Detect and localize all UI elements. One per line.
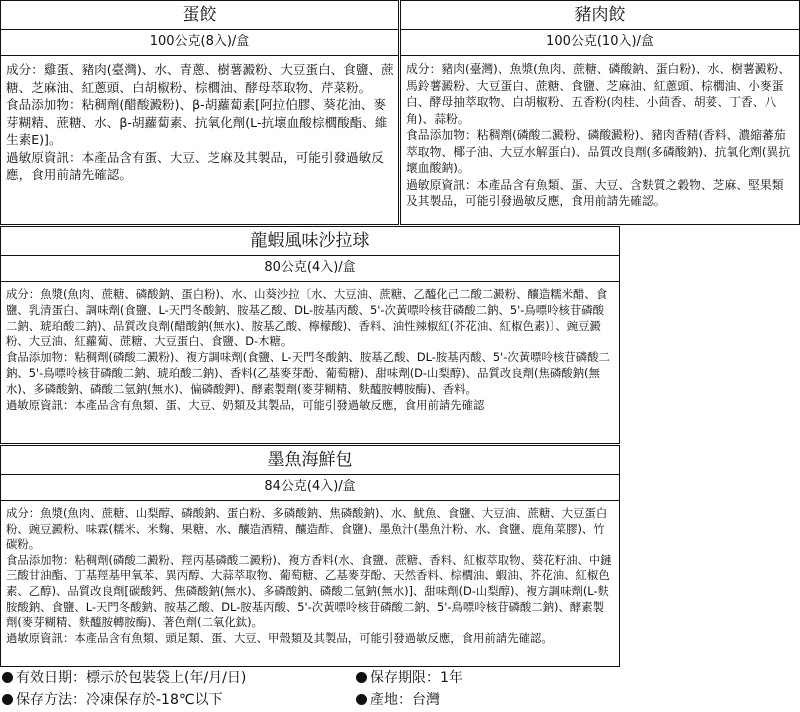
additives-text: 食品添加物：粘稠劑(磷酸二澱粉、羥丙基磷酸二澱粉)、複方香料(水、食鹽、蔗糖、香料、紅椒萃取物、葵花籽油、中鏈三酸甘油酯、丁基羥基甲氧苯、異丙醇、大蒜萃取物、葡萄糖、乙基麥芽酚、天然香料、棕櫚油、蝦油、芥花油、紅椒色素、乙醇)、品質改良劑[碳酸鈣、焦磷酸鈉(無水)、多磷酸鈉、磷酸二氫鈉(無水)]、甜味劑(D-山梨醇)、複方調味劑(L-麩胺酸鈉、食鹽、L-天門冬酸鈉、胺基乙酸、DL-胺基丙酸、5'-次黃嘌呤核苷磷酸二鈉、5'-鳥嘌呤核苷磷酸二鈉)、酵素製劑(麥芽糊精、麩醯胺轉胺酶)、著色劑(二氧化鈦)。 bbox=[6, 552, 612, 630]
ingredients-text: 成分：魚漿(魚肉、蔗糖、山梨醇、磷酸鈉、蛋白粉、多磷酸鈉、焦磷酸鈉)、水、魷魚、食鹽、大豆油、蔗糖、大豆蛋白粉、豌豆澱粉、味霖(糯米、米麴、果糖、水、釀造酒精、釀造酢、食鹽)、墨魚汁(墨魚汁粉、水、食鹽、鹿角菜膠)、竹碳粉。 bbox=[6, 506, 608, 552]
product-info bbox=[6, 61, 394, 184]
product-spec: 100公克(10入)/盒 bbox=[401, 29, 799, 56]
egg-dumpling-panel bbox=[0, 0, 399, 225]
product-spec: 100公克(8入)/盒 bbox=[1, 29, 398, 56]
expiry-info bbox=[2, 668, 246, 688]
ingredients-text: 成分：雞蛋、豬肉(臺灣)、水、青蔥、樹薯澱粉、大豆蛋白、食鹽、蔗糖、芝麻油、紅蔥頭、白胡椒粉、棕櫚油、酵母萃取物、芹菜粉。 bbox=[6, 62, 394, 95]
expiry-text: 有效日期：標示於包裝袋上(年/月/日) bbox=[16, 670, 247, 686]
ingredients-text: 成分：豬肉(臺灣)、魚漿(魚肉、蔗糖、磷酸鈉、蛋白粉)、水、樹薯澱粉、馬鈴薯澱粉、大豆蛋白、蔗糖、食鹽、芝麻油、紅蔥頭、棕櫚油、小麥蛋白、酵母抽萃取物、白胡椒粉、五香粉(肉桂、小茴香、胡荽、丁香、八角)、蒜粉。 bbox=[406, 62, 791, 126]
allergen-text: 過敏原資訊：本產品含有魚類、頭足類、蛋、大豆、甲殼類及其製品，可能引發過敏反應，食用前請先確認。 bbox=[6, 630, 553, 645]
product-spec: 84公克(4入)/盒 bbox=[1, 474, 619, 501]
product-spec: 80公克(4入)/盒 bbox=[1, 255, 619, 282]
pork-dumpling-panel bbox=[400, 0, 800, 225]
storage-info bbox=[2, 690, 223, 710]
additives-text: 食品添加物：粘稠劑(磷酸二澱粉)、複方調味劑(食鹽、L-天門冬酸鈉、胺基乙酸、DL-胺基丙酸、5'-次黃嘌呤核苷磷酸二鈉、5'-鳥嘌呤核苷磷酸二鈉、琥珀酸二鈉)、香料(乙基麥芽酚、葡萄糖)、甜味劑(D-山梨醇)、品質改良劑(焦磷酸鈉(無水)、多磷酸鈉、磷酸二氫鈉(無水)、偏磷酸鉀)、酵素製劑(麥芽糊精、麩醯胺轉胺酶)、香料。 bbox=[6, 350, 610, 396]
additives-text: 食品添加物：粘稠劑(磷酸二澱粉、磷酸澱粉)、豬肉香精(香料、濃縮蕃茄萃取物、椰子油、大豆水解蛋白)、品質改良劑(多磷酸鈉)、抗氧化劑(異抗壞血酸鈉)。 bbox=[406, 128, 791, 175]
ingredients-text: 成分：魚漿(魚肉、蔗糖、磷酸鈉、蛋白粉)、水、山葵沙拉〔水、大豆油、蔗糖、乙醯化己二酸二澱粉、釀造糯米醋、食鹽、乳清蛋白、調味劑(食鹽、L-天門冬酸鈉、胺基乙酸、DL-胺基丙酸、5'-次黃嘌呤核苷磷酸二鈉、5'-鳥嘌呤核苷磷酸二鈉、琥珀酸二鈉)、品質改良劑(醋酸鈉(無水)、胺基乙酸、檸檬酸)、香料、油性辣椒紅(芥花油、紅椒色素)〕、豌豆澱粉、大豆油、紅蘿蔔、蔗糖、大豆蛋白、食鹽、D-木糖。 bbox=[6, 287, 608, 349]
shelf-life-info bbox=[356, 668, 463, 688]
additives-text: 食品添加物：粘稠劑(醋酸澱粉)、β-胡蘿蔔素[阿拉伯膠、葵花油、麥芽糊精、蔗糖、水、β-胡蘿蔔素、抗氧化劑(L-抗壞血酸棕櫚酸酯、維生素E)]。 bbox=[6, 97, 388, 147]
bullet-icon bbox=[356, 694, 367, 705]
bullet-icon bbox=[356, 672, 367, 683]
product-name: 龍蝦風味沙拉球 bbox=[1, 227, 619, 256]
origin-info bbox=[356, 690, 440, 710]
product-info bbox=[6, 287, 615, 413]
product-name: 豬肉餃 bbox=[401, 1, 799, 30]
product-info bbox=[6, 506, 615, 646]
storage-text: 保存方法：冷凍保存於-18℃以下 bbox=[16, 692, 223, 708]
squid-seafood-bun-panel bbox=[0, 445, 620, 667]
shrimp-salad-ball-panel bbox=[0, 226, 620, 444]
origin-text: 產地：台灣 bbox=[370, 692, 440, 708]
shelf-life-text: 保存期限：1年 bbox=[370, 670, 463, 686]
allergen-text: 過敏原資訊：本產品含有蛋、大豆、芝麻及其製品，可能引發過敏反應，食用前請先確認。 bbox=[6, 149, 384, 182]
allergen-text: 過敏原資訊：本產品含有魚類、蛋、大豆、奶類及其製品，可能引發過敏反應，食用前請先確認 bbox=[6, 397, 485, 412]
product-name: 墨魚海鮮包 bbox=[1, 446, 619, 475]
bullet-icon bbox=[2, 672, 13, 683]
allergen-text: 過敏原資訊：本產品含有魚類、蛋、大豆、含麩質之穀物、芝麻、堅果類及其製品，可能引發過敏反應，食用前請先確認。 bbox=[406, 177, 784, 208]
product-name: 蛋餃 bbox=[1, 1, 398, 30]
bullet-icon bbox=[2, 694, 13, 705]
product-info bbox=[406, 61, 795, 210]
